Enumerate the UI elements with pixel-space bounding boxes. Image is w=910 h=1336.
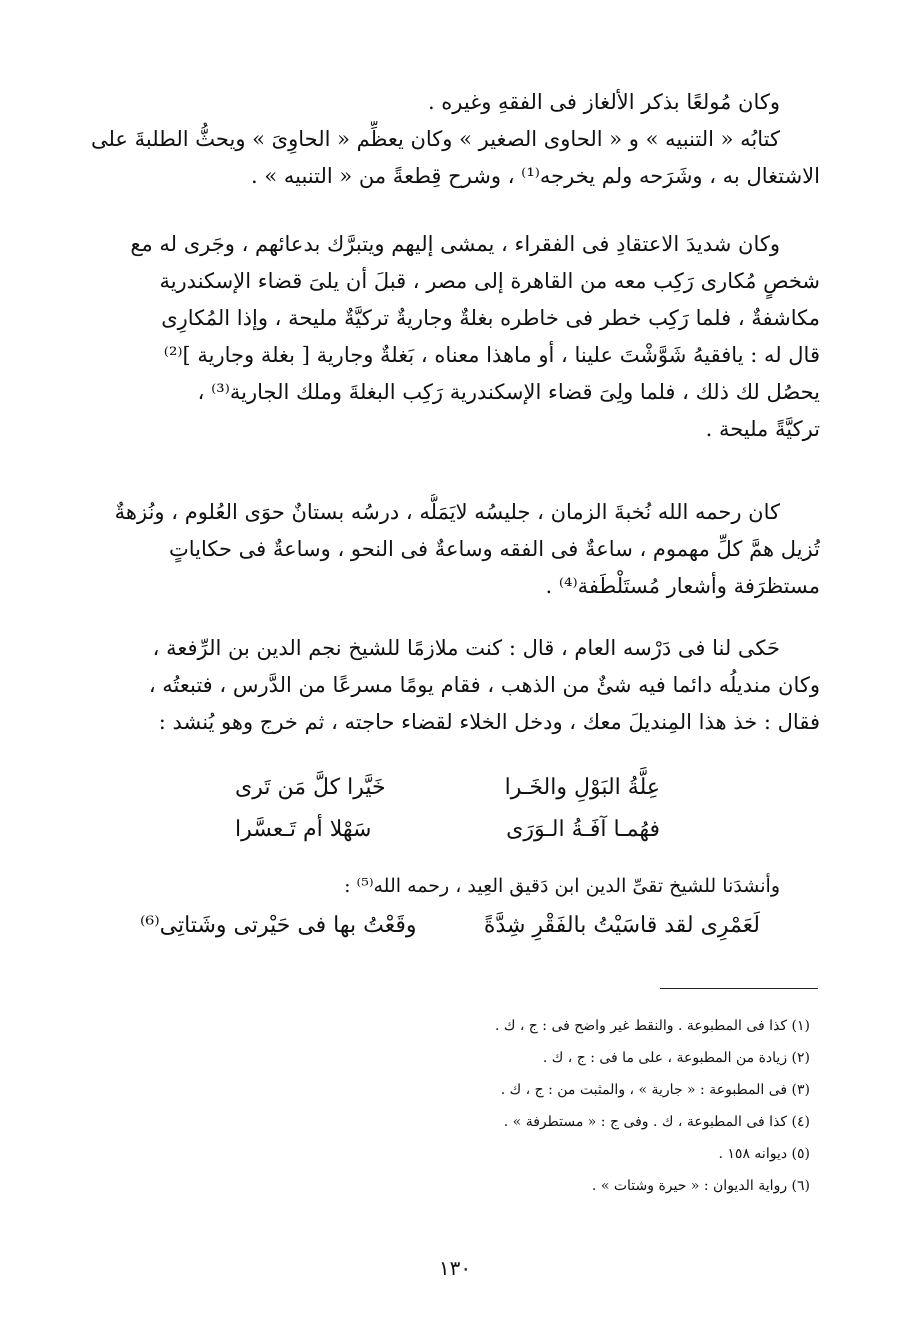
paragraph-4 xyxy=(80,494,820,605)
text-line: شخصٍ مُكارى رَكِب معه من القاهرة إلى مصر ، قبلَ أن يلىَ قضاء الإسكندرية xyxy=(159,269,820,293)
text-line: وكان شديدَ الاعتقادِ فى الفقراء ، يمشى إليهم ويتبرَّك بدعائهم ، وجَرى له مع xyxy=(130,232,780,256)
paragraph-3 xyxy=(80,226,820,448)
footnote-6: (٦) رواية الديوان : « حيرة وشتات » . xyxy=(591,1178,810,1194)
footnote-2: (٢) زيادة من المطبوعة ، على ما فى : ج ، ك . xyxy=(542,1050,810,1066)
poem-2-intro-wrapper xyxy=(80,868,820,905)
footnote-4: (٤) كذا فى المطبوعة ، ك . وفى ج : « مستطرفة » . xyxy=(503,1114,810,1130)
poem-1-verse-2-second-hemistich: سَهْلا أم تَـعسَّرا xyxy=(235,817,372,842)
text-line: يحصُل لك ذلك ، فلما ولِىَ قضاء الإسكندرية رَكِب البغلةَ وملك الجارية⁽³⁾ ، xyxy=(197,380,820,404)
paragraph-1 xyxy=(80,84,820,121)
text-line: مستظرَفة وأشعار مُستَلْطَفة⁽⁴⁾ . xyxy=(545,574,820,598)
text-line: تُزيل همَّ كلِّ مهموم ، ساعةٌ فى الفقه وساعةٌ فى النحو ، وساعةٌ فى حكاياتٍ xyxy=(168,537,820,561)
poem-1-verse-2-first-hemistich: فهُمـا آفَـةُ الـوَرَى xyxy=(506,817,660,842)
text-line: كتابُه « التنبيه » و « الحاوى الصغير » وكان يعظِّم « الحاوِىَ » ويحثُّ الطلبةَ على xyxy=(90,127,780,151)
text-line: تركيَّةً مليحة . xyxy=(705,417,820,441)
paragraph-5 xyxy=(80,630,820,741)
text-line: فقال : خذ هذا المِنديلَ معك ، ودخل الخلاء لقضاء حاجته ، ثم خرج وهو يُنشد : xyxy=(158,710,820,734)
text-line: الاشتغال به ، وشَرَحه ولم يخرجه⁽¹⁾ ، وشرح قِطعةً من « التنبيه » . xyxy=(250,164,820,188)
text-line: قال له : يافقيهُ شَوَّشْتَ علينا ، أو ماهذا معناه ، بَغلةٌ وجارية [ بغلة وجارية ]⁽²⁾ xyxy=(163,343,820,367)
poem-2-second-hemistich: وقَعْتُ بها فى حَيْرتى وشَتاتِى⁽⁶⁾ xyxy=(140,913,417,938)
poem-2-intro: وأنشدَنا للشيخ تقىِّ الدين ابن دَقيق العِيد ، رحمه الله⁽⁵⁾ : xyxy=(344,875,780,897)
text-line: مكاشفةٌ ، فلما رَكِب خطر فى خاطره بغلةٌ وجاريةٌ تركيَّةٌ مليحة ، وإذا المُكارِى xyxy=(161,306,820,330)
footnote-1: (١) كذا فى المطبوعة . والنقط غير واضح فى : ج ، ك . xyxy=(494,1018,810,1034)
poem-1-verse-1-second-hemistich: خَيَّرا كلَّ مَن تَرى xyxy=(235,775,386,800)
footnote-3: (٣) فى المطبوعة : « جارية » ، والمثبت من : ج ، ك . xyxy=(500,1082,810,1098)
poem-1-verse-1-first-hemistich: عِلَّةُ البَوْلِ والخَـرا xyxy=(504,775,660,800)
text-line: حَكى لنا فى دَرْسه العام ، قال : كنت ملازمًا للشيخ نجم الدين بن الرِّفعة ، xyxy=(152,636,780,660)
text-line: وكان منديلُه دائما فيه شئٌ من الذهب ، فقام يومًا مسرعًا من الدَّرس ، فتبعتُه ، xyxy=(148,673,820,697)
paragraph-2 xyxy=(80,121,820,195)
footnote-5: (٥) ديوانه ١٥٨ . xyxy=(718,1146,810,1162)
footnote-separator xyxy=(660,988,818,989)
poem-2-first-hemistich: لَعَمْرِى لقد قاسَيْتُ بالفَقْرِ شِدَّةً xyxy=(483,913,760,938)
text-line: وكان مُولعًا بذكر الألغاز فى الفقهِ وغيره . xyxy=(427,90,780,114)
page-number: ١٣٠ xyxy=(438,1256,472,1280)
text-line: كان رحمه الله نُخبةَ الزمان ، جليسُه لايَمَلُّه ، درسُه بستانٌ حوَى العُلوم ، ونُزهةٌ xyxy=(114,500,780,524)
